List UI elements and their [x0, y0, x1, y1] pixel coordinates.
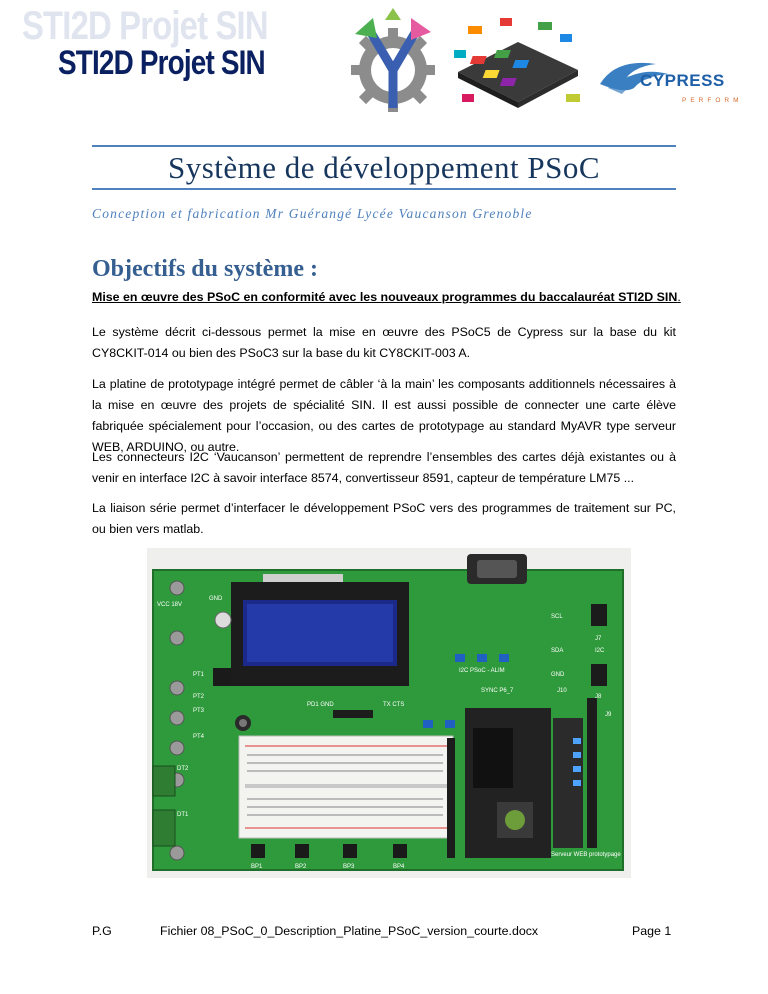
label-tx: TX CTS: [383, 702, 405, 708]
label-i2c: I2C: [595, 648, 605, 654]
label-scl: SCL: [551, 614, 563, 620]
label-bp4: BP4: [393, 864, 405, 870]
section-heading: Objectifs du système :: [92, 256, 318, 282]
label-pt2: PT2: [193, 694, 205, 700]
label-j7: J7: [595, 636, 602, 642]
label-bp1: BP1: [251, 864, 263, 870]
logo-text: STI2D Projet SIN: [58, 44, 265, 82]
label-sda: SDA: [551, 648, 564, 654]
label-pt1: PT1: [193, 672, 205, 678]
cypress-tree-icon: [596, 44, 744, 112]
label-dt1: DT1: [177, 812, 189, 818]
label-pd: PD1 GND: [307, 702, 334, 708]
label-dt2: DT2: [177, 766, 189, 772]
label-pt4: PT4: [193, 734, 205, 740]
psoc-chip-image: [448, 14, 588, 114]
sti2d-emblem: [345, 8, 441, 118]
label-j8: J8: [595, 694, 602, 700]
cypress-tagline: PERFORM: [682, 97, 743, 104]
label-psoc-alim: I2C PSoC - ALIM: [459, 668, 505, 674]
intro-end: .: [677, 290, 681, 304]
intro-bold: Mise en œuvre des PSoC en conformité avec les nouveaux programmes du baccalauréat STI2D SIN: [92, 290, 678, 304]
document-title: Système de développement PSoC: [167, 150, 601, 185]
logo-text-shadow: STI2D Projet SIN: [22, 4, 268, 48]
title-rule-bottom: [92, 188, 676, 190]
label-gnd-right: GND: [551, 672, 565, 678]
paragraph-2: La platine de prototypage intégré permet de câbler ‘à la main’ les composants additionnels nécessaires à la mise en œuvre des projets de spécialité SIN. Il est aussi possible de connecter une carte élève fabriquée spécialement pour l’occasion, ou des cartes de prototypage au standard MyAVR type serveur WEB, ARDUINO, ou autre.: [92, 377, 676, 454]
paragraph-3: Les connecteurs I2C ‘Vaucanson’ permettent de reprendre l’ensembles des cartes déjà existantes ou à venir en interface I2C à savoir interface 8574, convertisseur 8591, capteur de température LM75 ...: [92, 450, 676, 485]
title-rule-top: [92, 145, 676, 147]
label-serveur: Serveur WEB prototypage: [551, 852, 621, 858]
footer-author: P.G: [92, 924, 112, 938]
footer-filename: Fichier 08_PSoC_0_Description_Platine_PSoC_version_courte.docx: [160, 924, 539, 938]
label-j9: J9: [605, 712, 612, 718]
label-gnd: GND: [209, 596, 223, 602]
cypress-logo: [596, 44, 744, 112]
psoc-board-photo: [147, 548, 631, 878]
paragraph-1: Le système décrit ci-dessous permet la mise en œuvre des PSoC5 de Cypress sur la base du kit CY8CKIT-014 ou bien des PSoC3 sur la base du kit CY8CKIT-003 A.: [92, 325, 676, 360]
cypress-brand: CYPRESS: [640, 71, 725, 90]
label-pt3: PT3: [193, 708, 205, 714]
label-j10: J10: [557, 688, 567, 694]
intro-line: [92, 290, 681, 304]
document-subtitle: Conception et fabrication Mr Guérangé Lycée Vaucanson Grenoble: [92, 206, 533, 221]
paragraph-4: La liaison série permet d’interfacer le développement PSoC vers des programmes de traitement sur PC, ou bien vers matlab.: [92, 501, 676, 536]
label-bp3: BP3: [343, 864, 355, 870]
label-bp2: BP2: [295, 864, 307, 870]
label-sync: SYNC P6_7: [481, 688, 514, 694]
footer-page-number: Page 1: [632, 924, 672, 938]
label-vcc: VCC 18V: [157, 602, 183, 608]
